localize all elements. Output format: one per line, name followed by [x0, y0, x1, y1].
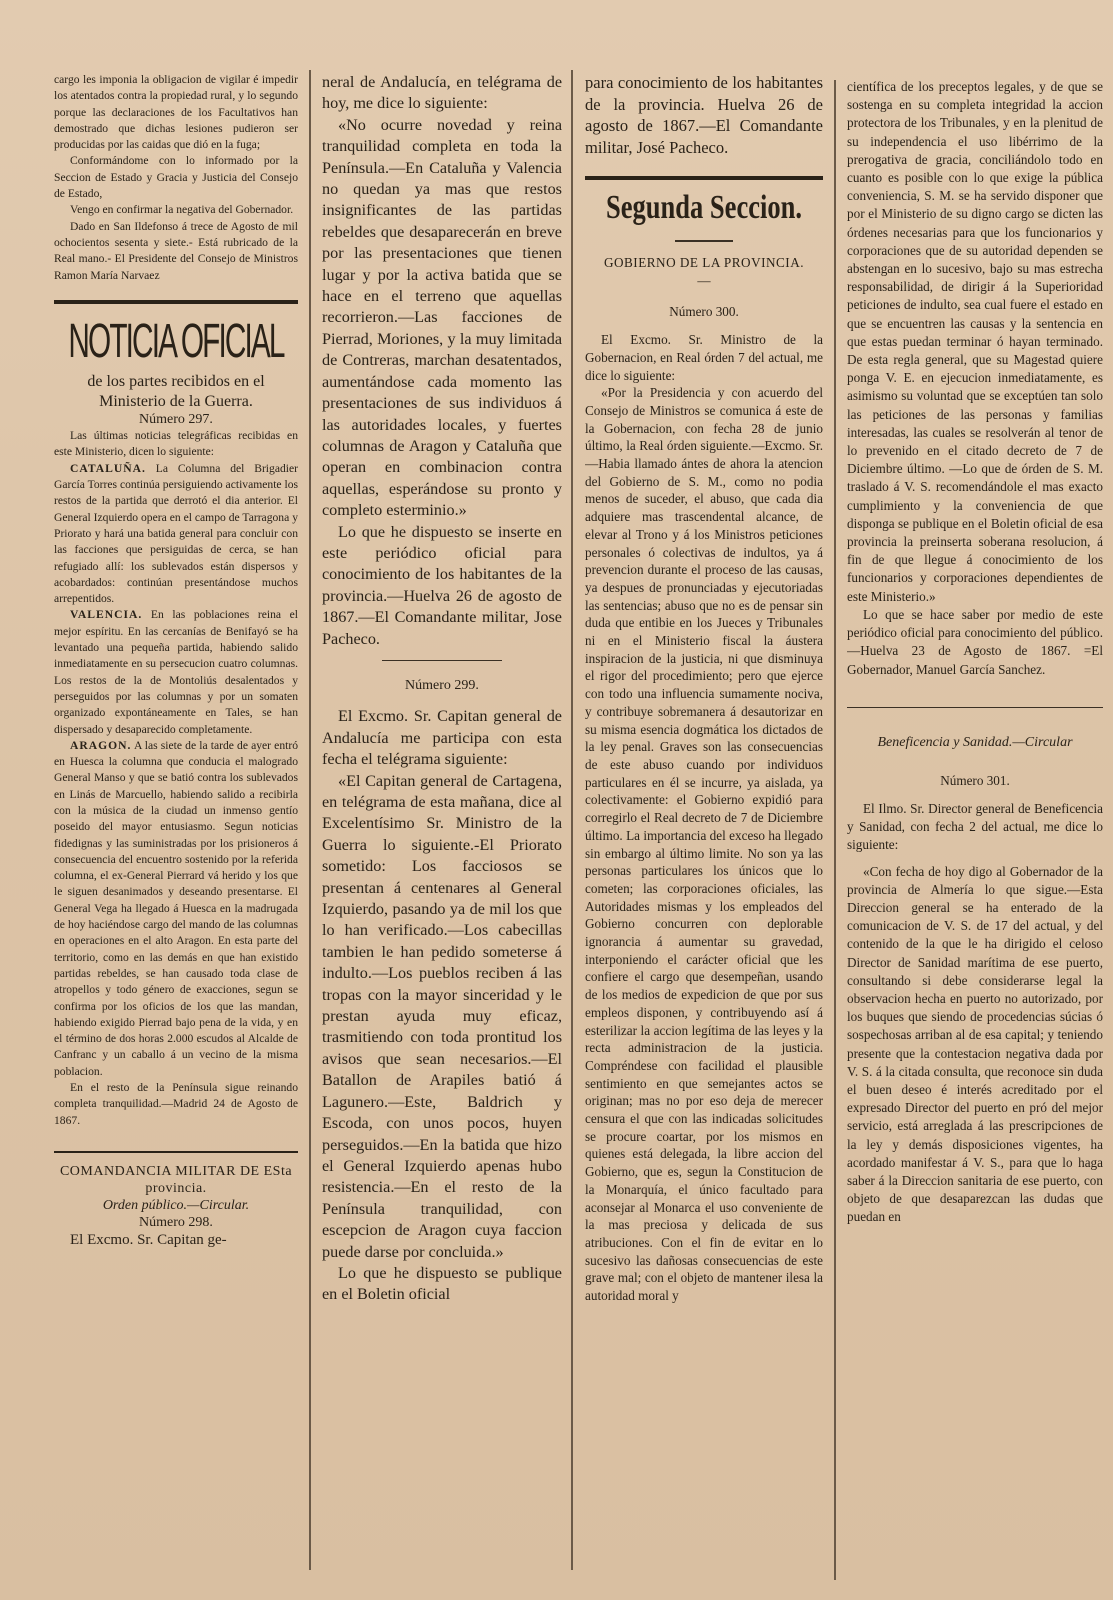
ornament-rule	[675, 240, 733, 242]
report-valencia	[54, 607, 298, 737]
noticia-subtitle: de los partes recibidos en el Ministerio de la Guerra.	[87, 372, 265, 410]
number-301: Número 301.	[940, 772, 1010, 788]
column-rule-1	[309, 70, 311, 1570]
paragraph: Lo que se hace saber por medio de este periódico oficial para conocimiento del público. —Huelva 23 de Agosto de 1867. =El Gobernador, Manuel García Sanchez.	[847, 606, 1103, 677]
column-2	[322, 72, 562, 1590]
paragraph: Vengo en confirmar la negativa del Gobernador.	[70, 203, 294, 217]
paragraph: Dado en San Ildefonso á trece de Agosto de mil ochocientos sesenta y siete.- Está rubricado de la Real mano.- El Presidente del Consejo de Ministros Ramon María Narvaez	[54, 219, 298, 282]
column-rule-3	[834, 80, 836, 1580]
paragraph: Lo que he dispuesto se inserte en este periódico oficial para conocimiento de los habitantes de la provincia.—Huelva 26 de agosto de 1867.—El Comandante militar, Jose Pacheco.	[322, 522, 562, 648]
column-1	[54, 72, 298, 1590]
report-cataluna	[54, 461, 298, 608]
segunda-seccion-title: Segunda Seccion.	[606, 189, 802, 226]
number-298: Número 298.	[139, 1214, 213, 1230]
region-label: CATALUÑA.	[70, 461, 146, 475]
region-text: A las siete de la tarde de ayer entró en Huesca la columna que conducia el malogrado General Manso y que se batió contra los sublevados en Linás de Marcuello, habiendo salido a recibirla con la música de la ciudad un inmenso gentío poseido del mayor entusiasmo. Segun noticias fidedignas y las suministradas por los prisioneros á consecuencia del encuentro sostenido por la referida columna, el ex-General Pierrard vá herido y los que le siguen desanimados y deseando presentarse. El General Vega ha llegado á Huesca en la madrugada de hoy haciéndose cargo del mando de las columnas en operaciones en el alto Aragon. En esta parte del territorio, como en las demás en que han existido partidas rebeldes, se han causado toda clase de atropellos y todo género de exacciones, segun se confirma por los oficios de los que las mandan, habiendo exigido Pierrad bajo pena de la vida, y en el término de dos horas 2.000 escudos al Alcalde de Canfranc y un caballo á un vecino de la misma poblacion.	[54, 738, 298, 1078]
section-divider	[382, 660, 502, 661]
column-rule-2	[571, 70, 573, 1570]
report-aragon	[54, 738, 298, 1080]
beneficencia-heading: Beneficencia y Sanidad.—Circular	[877, 734, 1073, 750]
section-divider	[847, 707, 1103, 708]
dash: —	[697, 272, 711, 288]
paragraph: «Con fecha de hoy digo al Gobernador de la provincia de Almería lo que sigue.—Esta Direccion general se ha enterado de la comunicacion de V. S. de 17 del actual, y del contenido de la que le ha dirigido el celoso Director de Sanidad marítima de ese puerto, consultando si debe considerarse legal la observacion hecha en puerto no autorizado, por los buques que siendo de procedencias súcias ó sospechosas arriban al de esa capital; y teniendo presente que la contestacion negativa dada por V. S. á la citada consulta, que reconoce sin duda el buen deseo é interés acreditado por el expresado Director del puerto en pró del mejor servicio, está arreglada á las prescripciones de la ley y demás disposiciones vigentes, ha acordado manifestar á V. S., para que lo haga saber á la Direccion sanitaria de ese puerto, con objeto de que desaparezcan las dudas que puedan en	[847, 863, 1103, 1225]
paragraph: neral de Andalucía, en telégrama de hoy, me dice lo siguiente:	[322, 73, 562, 113]
gobierno-heading: GOBIERNO DE LA PROVINCIA.	[603, 255, 805, 270]
comandancia-heading: COMANDANCIA MILITAR DE ESta provincia.	[59, 1163, 293, 1196]
column-3	[585, 72, 823, 1590]
region-label: ARAGON.	[70, 738, 132, 752]
region-text: La Columna del Brigadier García Torres continúa persiguiendo activamente los restos de la partida que derrotó el dia anterior. El General Izquierdo opera en el campo de Tarragona y Priorato y hará una batida general para concluir con las facciones que persiguidas de cerca, se han refugiado allí: los sublevados están dispersos y acobardados: continúan presentándose muchos arrepentidos.	[54, 461, 298, 606]
paragraph: El Excmo. Sr. Capitan ge-	[70, 1231, 227, 1248]
paragraph: «No ocurre novedad y reina tranquilidad completa en toda la Península.—En Cataluña y Valencia no quedan ya mas que restos insignificantes de las partidas rebeldes que desaparecerán en breve por las presentaciones que tienen lugar y por la activa batida que se hace en el terreno que aquellas recorrieron.—Las facciones de Pierrad, Moriones, y la muy limitada de Contreras, marchan desatentados, aumentándose cada momento las presentaciones de sus individuos á las autoridades locales, y fuertes columnas de Aragon y Cataluña que operan en combinacion contra aquellas, esperándose su pronto y completo esterminio.»	[322, 115, 562, 520]
orden-publico-heading: Orden público.—Circular.	[102, 1197, 250, 1213]
paragraph: El Excmo. Sr. Capitan general de Andalucía me participa con esta fecha el telégrama siguiente:	[322, 707, 562, 769]
number-300: Número 300.	[669, 304, 739, 320]
section-divider	[54, 1151, 298, 1153]
paragraph: científica de los preceptos legales, y de que se sostenga en su completa integridad la accion protectora de los Tribunales, y en la plenitud de su independencia el uso libérrimo de la prerogativa de gracia, conciliándolo todo en cuanto es posible con lo que exige la pública conveniencia, S. M. se ha servido disponer que por el Ministerio de su digno cargo se dicten las órdenes necesarias para que los funcionarios y corporaciones que de su autoridad dependen se abstengan en lo sucesivo, bajo su mas estrecha responsabilidad, de dirigir á la Superioridad peticiones de indulto, sea cual fuere el estado en que se encuentren las causas y la sentencia en que estas puedan terminar ó hayan terminado. De esta regla general, que su Magestad quiere ponga V. E. en ejecucion inmediatamente, es asimismo su voluntad que se exceptúen tan solo las peticiones de las personas y familias interesadas, las cuales se resolverán al tenor de lo prevenido en el citado decreto de 7 de Diciembre último. —Lo que de órden de S. M. traslado á V. S. recomendándole el mas exacto cumplimiento y la conveniencia de que disponga se publique en el Boletin oficial de esa provincia la preinserta soberana resolucion, á fin de que llegue á conocimiento de los funcionarios y corporaciones dependientes de este Ministerio.»	[847, 79, 1103, 604]
paragraph: Las últimas noticias telegráficas recibidas en este Ministerio, dicen lo siguiente:	[54, 429, 298, 459]
paragraph: para conocimiento de los habitantes de la provincia. Huelva 26 de agosto de 1867.—El Comandante militar, José Pacheco.	[585, 73, 823, 157]
paragraph: El Ilmo. Sr. Director general de Beneficencia y Sanidad, con fecha 2 del actual, me dice lo siguiente:	[847, 800, 1103, 853]
number-297: Número 297.	[139, 411, 213, 427]
section-divider	[585, 176, 823, 180]
region-text: En las poblaciones reina el mejor espíritu. En las cercanías de Benifayó se ha levantado una pequeña partida, habiendo salido inmediatamente en su persecucion cuatro columnas. Los restos de la de Montoliús desalentados y perseguidos por las columnas y por un somaten organizado expontáneamente en Tales, se han dispersado y desaparecido completamente.	[54, 608, 298, 736]
section-divider	[54, 300, 298, 304]
paragraph: Conformándome con lo informado por la Seccion de Estado y Gracia y Justicia del Consejo de Estado,	[54, 154, 298, 201]
paragraph: «El Capitan general de Cartagena, en telégrama de esta mañana, dice al Excelentísimo Sr. Ministro de la Guerra lo siguiente.-El Priorato sometido: Los facciosos se presentan á centenares al General Izquierdo, pasando ya de mil los que lo han verificado.—Los cabecillas tambien le han pedido someterse á indulto.—Los pueblos reciben á las tropas con la mayor sinceridad y le prestan ayuda muy eficaz, trasmitiendo con toda prontitud los avisos que sean necesarios.—El Batallon de Arapiles batió á Lagunero.—Este, Baldrich y Escoda, con unos pocos, huyen perseguidos.—En la batida que hizo el General Izquierdo apenas hubo resistencia.—En el resto de la Península tranquilidad, con escepcion de Aragon cuya faccion puede darse por concluida.»	[322, 771, 562, 1261]
column-4	[847, 78, 1103, 1596]
paragraph: «Por la Presidencia y con acuerdo del Consejo de Ministros se comunica á este de la Gobernacion, con fecha 28 de junio último, la Real órden siguiente.—Excmo. Sr.—Habia llamado ántes de ahora la atencion del Gobierno de S. M., como no podia menos de suceder, el abuso, que cada dia adquiere mas trascendental alcance, de elevar al Trono y á los Ministros peticiones personales ó colectivas de indultos, ya á prevencion durante el proceso de las causas, ya despues de pronunciadas y ejecutoriadas las sentencias; abuso que no es de pensar sin duda que entibie en los Jueces y Tribunales ni en el Ministerio fiscal la áustera inspiracion de la justicia, ni que disminuya el rigor del procedimiento; pero que ejerce con todo una influencia sumamente nociva, y contribuye sobremanera á desautorizar en su misma esencia dogmática los dictados de la ley penal. Graves son las consecuencias de este abuso cuando por individuos particulares en él se incurre, ya aislada, ya colectivamente: el Gobierno expidió para corregirlo el Real decreto de 7 de Diciembre último. La importancia del exceso ha llegado sin embargo al último limite. No son ya las personas particulares los únicos que lo cometen; las corporaciones oficiales, las Autoridades mismas y los empleados del Gobierno concurren con deplorable ignorancia á aumentar su gravedad, interponiendo el carácter oficial que les confiere el cargo que desempeñan, usando de los medios de expedicion de que por sus empleos disponen, y contribuyendo así á esterilizar la accion legítima de las leyes y la recta administracion de la justicia. Compréndese con facilidad el plausible sentimiento en que semejantes actos se originan; mas no por eso deja de merecer censura el que con las indicadas solicitudes se procure coartar, por los mismos en quienes está delegada, la libre accion del Gobierno, que es, segun la Constitucion de la Monarquía, el único facultado para aconsejar al Monarca el uso conveniente de la mas preciosa y delicada de sus atribuciones. Con el fin de evitar en lo sucesivo las dañosas consecuencias de este grave mal; con el objeto de mantener ilesa la autoridad moral y	[585, 385, 823, 1304]
paragraph: cargo les imponia la obligacion de vigilar é impedir los atentados contra la propiedad rural, y lo segundo porque las declaraciones de los Facultativos han demostrado que dichas lesiones pudieron ser producidas por las caidas que dió en la fuga;	[54, 73, 298, 152]
noticia-oficial-title: NOTICIA OFICIAL	[68, 314, 284, 368]
paragraph: En el resto de la Península sigue reinando completa tranquilidad.—Madrid 24 de Agosto de 1867.	[54, 1081, 298, 1127]
number-299: Número 299.	[405, 677, 479, 693]
region-label: VALENCIA.	[70, 608, 143, 622]
paragraph: El Excmo. Sr. Ministro de la Gobernacion, en Real órden 7 del actual, me dice lo siguiente:	[585, 332, 823, 383]
paragraph: Lo que he dispuesto se publique en el Boletin oficial	[322, 1263, 562, 1304]
